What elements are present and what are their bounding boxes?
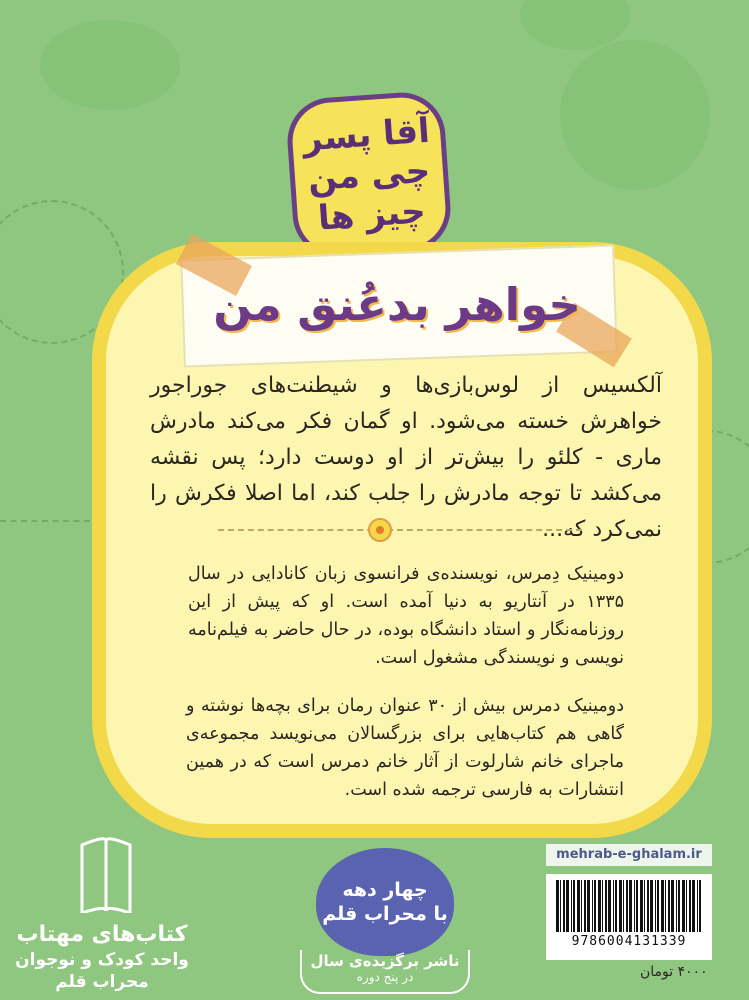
divider-dot [368, 518, 392, 542]
barcode-bars-icon [556, 880, 702, 932]
badge-ribbon-line-1: ناشر برگزیده‌ی سال [310, 952, 460, 970]
badge-line-1: چهار دهه [342, 879, 428, 901]
publisher-brand: محراب قلم [55, 972, 149, 992]
award-badge [316, 848, 454, 956]
publisher-website: mehrab-e-ghalam.ir [546, 844, 712, 866]
author-bio-2: دومینیک دمرس بیش از ۳۰ عنوان رمان برای بچه‌ها نوشته و گاهی هم کتاب‌هایی برای بزرگسالان می‌نویسد مجموعه‌ی ماجرای خانم شارلوت از آثار خانم دمرس است که در همین انتشارات به فارسی ترجمه شده است. [186, 696, 624, 800]
badge-ribbon [300, 950, 470, 994]
price: ۴۰۰۰ تومان [640, 964, 708, 980]
background-stitch [0, 520, 90, 522]
background-stain [40, 20, 180, 110]
divider-line [218, 529, 582, 533]
series-logo [285, 90, 454, 261]
publisher-name: کتاب‌های مهتاب [16, 922, 188, 947]
barcode [546, 874, 712, 960]
author-bio-1: دومینیک دِمرس، نویسنده‌ی فرانسوی زبان کانادایی در سال ۱۳۳۵ در آنتاریو به دنیا آمده است. او که پیش از این روزنامه‌نگار و استاد دانشگاه بوده، در حال حاضر به فیلم‌نامه نویسی و نویسندگی مشغول است. [188, 564, 624, 668]
badge-ribbon-line-2: در پنج دوره [356, 970, 414, 984]
book-title: خواهر بدعُنق من [213, 278, 581, 331]
publisher-logo-icon [78, 835, 134, 913]
badge-line-2: با محراب قلم [322, 903, 448, 925]
publisher-subtitle: واحد کودک و نوجوان [15, 950, 189, 970]
series-logo-text: آقا پسر چی من چیز ها [301, 110, 432, 239]
isbn-number: 9786004131339 [571, 934, 687, 949]
book-blurb: آلکسیس از لوس‌بازی‌ها و شیطنت‌های جوراجور خواهرش خسته می‌شود. او گمان فکر می‌کند مادرش ماری - کلئو را بیش‌تر از او دوست دارد؛ پس نقشه می‌کشد تا توجه مادرش را جلب کند، اما اصلا فکرش را نمی‌کرد که... [150, 373, 662, 542]
background-stain [560, 40, 710, 190]
